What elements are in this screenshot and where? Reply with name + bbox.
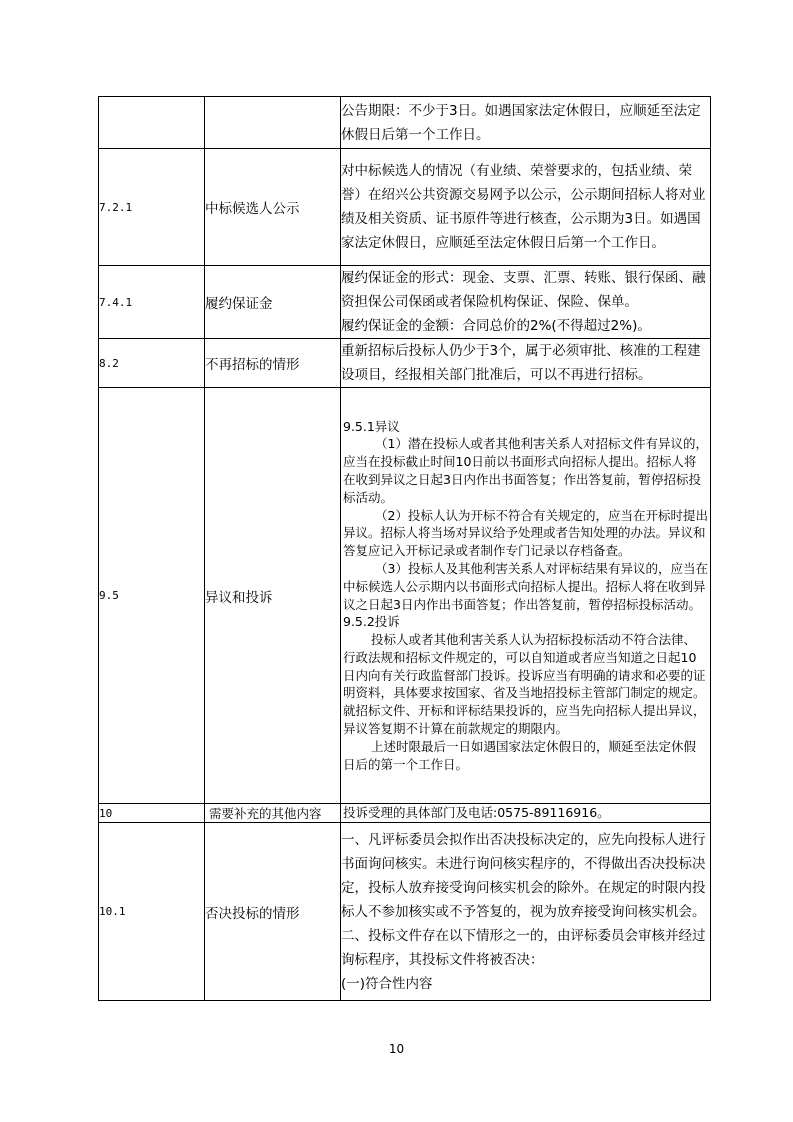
row-title: 异议和投诉 — [205, 388, 341, 804]
table-row — [99, 266, 711, 339]
bid-data-table — [98, 96, 711, 1001]
row-content — [341, 339, 711, 388]
row-number: 7.2.1 — [99, 149, 205, 266]
row-content — [341, 266, 711, 339]
row-content — [341, 149, 711, 266]
row-number: 7.4.1 — [99, 266, 205, 339]
content-line: 履约保证金的金额：合同总价的2%(不得超过2%)。 — [341, 318, 651, 334]
content-line: （2）投标人认为开标不符合有关规定的，应当在开标时提出异议。招标人将当场对异议给予处理或者告知处理的办法。异议和答复应记入开标记录或者制作专门记录以存档备查。 — [343, 507, 708, 559]
content-line: 一、凡评标委员会拟作出否决投标决定的，应先向投标人进行书面询问核实。未进行询问核实程序的，不得做出否决投标决定，投标人放弃接受询问核实机会的除外。在规定的时限内投标人不参加核实或不予答复的，视为放弃接受询问核实机会。 — [341, 831, 706, 920]
table-row — [99, 804, 711, 823]
content-line: 履约保证金的形式：现金、支票、汇票、转账、银行保函、融资担保公司保函或者保险机构保证、保险、保单。 — [341, 270, 706, 310]
content-line: （1）潜在投标人或者其他利害关系人对招标文件有异议的，应当在投标截止时间10日前以书面形式向招标人提出。招标人将在收到异议之日起3日内作出书面答复；作出答复前，暂停招标投标活动。 — [343, 436, 708, 505]
table-row — [99, 149, 711, 266]
table-row — [99, 388, 711, 804]
row-title: 需要补充的其他内容 — [205, 804, 341, 823]
content-line: 二、投标文件存在以下情形之一的，由评标委员会审核并经过询标程序，其投标文件将被否决： — [341, 927, 706, 968]
row-content — [341, 804, 711, 823]
row-title — [205, 97, 341, 149]
row-number — [99, 97, 205, 149]
table-row — [99, 97, 711, 149]
content-line: 对中标候选人的情况（有业绩、荣誉要求的，包括业绩、荣誉）在绍兴公共资源交易网予以公示，公示期间招标人将对业绩及相关资质、证书原件等进行核查，公示期为3日。如遇国家法定休假日，应顺延至法定休假日后第一个工作日。 — [341, 163, 706, 251]
row-title: 不再招标的情形 — [205, 339, 341, 388]
row-title: 履约保证金 — [205, 266, 341, 339]
row-content — [341, 97, 711, 149]
content-line: 公告期限：不少于3日。如遇国家法定休假日，应顺延至法定休假日后第一个工作日。 — [341, 102, 701, 143]
table-row — [99, 339, 711, 388]
row-title: 否决投标的情形 — [205, 823, 341, 1001]
content-line: 投标人或者其他利害关系人认为招标投标活动不符合法律、行政法规和招标文件规定的，可以自知道或者应当知道之日起10日内向有关行政监督部门投诉。投诉应当有明确的请求和必要的证明资料，具体要求按国家、省及当地招投标主管部门制定的规定。就招标文件、开标和评标结果投诉的，应当先向招标人提出异议，异议答复期不计算在前款规定的期限内。 — [343, 632, 706, 737]
table-row — [99, 823, 711, 1001]
content-line: (一)符合性内容 — [341, 975, 433, 992]
row-content — [341, 823, 711, 1001]
row-number: 8.2 — [99, 339, 205, 388]
content-line: 投诉受理的具体部门及电话:0575-89116916。 — [343, 805, 610, 821]
content-line: 上述时限最后一日如遇国家法定休假日的，顺延至法定休假日后的第一个工作日。 — [343, 738, 697, 772]
row-title: 中标候选人公示 — [205, 149, 341, 266]
row-content — [341, 388, 711, 804]
row-number: 9.5 — [99, 388, 205, 804]
content-line: 重新招标后投标人仍少于3个，属于必须审批、核准的工程建设项目，经报相关部门批准后，可以不再进行招标。 — [341, 343, 701, 383]
row-number: 10 — [99, 804, 205, 823]
content-line: 9.5.2投诉 — [343, 614, 400, 630]
row-number: 10.1 — [99, 823, 205, 1001]
content-line: （3）投标人及其他利害关系人对评标结果有异议的，应当在中标候选人公示期内以书面形式向招标人提出。招标人将在收到异议之日起3日内作出书面答复；作出答复前，暂停招标投标活动。 — [343, 560, 708, 612]
page-number: 10 — [388, 1042, 405, 1056]
content-line: 9.5.1异议 — [343, 418, 400, 434]
